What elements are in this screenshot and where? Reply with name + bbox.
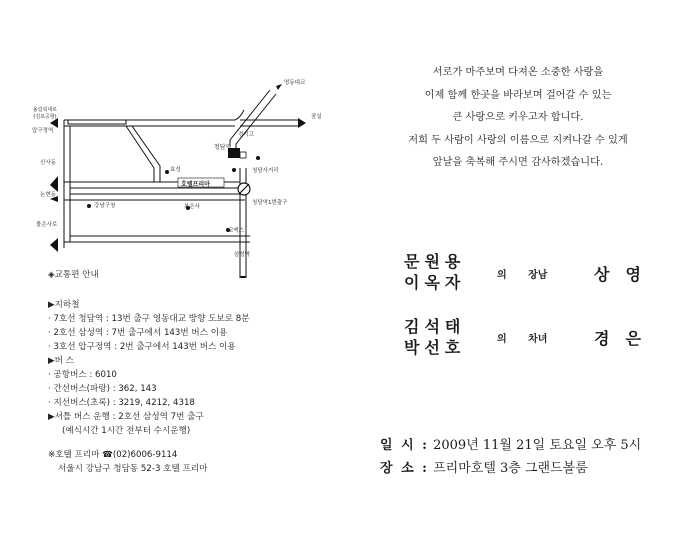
message-line-5: 앞날을 축복해 주시면 감사하겠습니다. [432, 157, 604, 169]
bus-header: ▶버 스 [48, 356, 74, 366]
label-cheongdam: 청담역 [214, 144, 232, 151]
label-samsung-station: 삼성역 [234, 252, 250, 258]
label-apgujeong: 압구정역 [32, 128, 54, 134]
message-line-3: 큰 사랑으로 키우고자 합니다. [452, 112, 584, 124]
label-yangjae: 몰은사로 [36, 222, 58, 228]
subway-line-1: · 7호선 청담역 : 13번 출구 영동대교 방향 도보로 8분 [48, 314, 250, 324]
message-line-1: 서로가 마주보며 다져온 소중한 사랑을 [432, 67, 604, 78]
groom-relation: 의 장남 [497, 270, 548, 281]
label-sinsa: 신사동 [40, 160, 56, 166]
date-label: 일 시 : [380, 438, 429, 453]
place-label: 장 소 : [380, 461, 429, 476]
date-value: 2009년 11월 21일 토요일 오후 5시 [433, 438, 642, 453]
shuttle-line: ▶셔틀 버스 운행 : 2호선 삼성역 7번 출구 [48, 412, 204, 422]
label-gyeongbuk: 경기고 [238, 132, 254, 138]
bus-line-3: · 지선버스(초록) : 3219, 4212, 4318 [48, 398, 195, 408]
event-place [380, 457, 588, 476]
transport-title: ◈교통편 안내 [48, 270, 99, 280]
hotel-phone: ※호텔 프리마 ☎(02)6006-9114 [48, 450, 178, 460]
label-jamsil: 잠실 [311, 114, 322, 120]
label-hyosung: 효성 [170, 167, 181, 173]
label-bongeunsa: 봉은사 [184, 204, 200, 210]
hotel-address: 서울시 강남구 청담동 52-3 호텔 프리마 [58, 464, 208, 474]
event-date [380, 434, 641, 453]
bride-name: 경은 [594, 329, 657, 348]
shuttle-note: (예식시간 1시간 전부터 수시운행) [62, 426, 191, 436]
bride-relation: 의 차녀 [497, 334, 548, 345]
bride-father: 김석태 [404, 317, 466, 336]
label-gangnam-office: 강남구청 [94, 203, 116, 209]
place-value: 프리마호텔 3층 그랜드볼룸 [433, 461, 588, 476]
bus-line-1: · 공항버스 : 6010 [48, 370, 117, 380]
location-map [30, 68, 350, 278]
groom-name: 상영 [594, 265, 657, 284]
message-line-4: 저희 두 사람이 사랑의 이름으로 지켜나갈 수 있게 [408, 134, 628, 146]
label-yeongdong-bridge: 영동대교 [284, 80, 306, 86]
bride-mother: 박선호 [404, 338, 466, 357]
subway-header: ▶지하철 [48, 300, 80, 310]
label-hotel-prima: 호텔프리마 [181, 181, 210, 188]
groom-father: 문원용 [404, 252, 466, 271]
label-cheongdam-exit: 청담역1번출구 [252, 200, 288, 206]
label-nonhyeon: 논현동 [40, 192, 56, 198]
map-roads [30, 68, 350, 278]
subway-line-3: · 3호선 압구정역 : 2번 출구에서 143번 버스 이용 [48, 342, 236, 352]
label-olympic-road: 올림픽대로 (김포공항) [32, 107, 58, 120]
groom-mother: 이옥자 [404, 273, 466, 292]
invitation-message [368, 62, 668, 175]
subway-line-2: · 2호선 삼성역 : 7번 출구에서 143번 버스 이용 [48, 328, 228, 338]
bus-line-2: · 간선버스(파랑) : 362, 143 [48, 384, 157, 394]
message-line-2: 이제 함께 한곳을 바라보며 걸어갈 수 있는 [424, 89, 612, 101]
label-coex: 코엑스 [228, 228, 244, 234]
label-cheongdam-junction: 청담사거리 [252, 168, 279, 174]
